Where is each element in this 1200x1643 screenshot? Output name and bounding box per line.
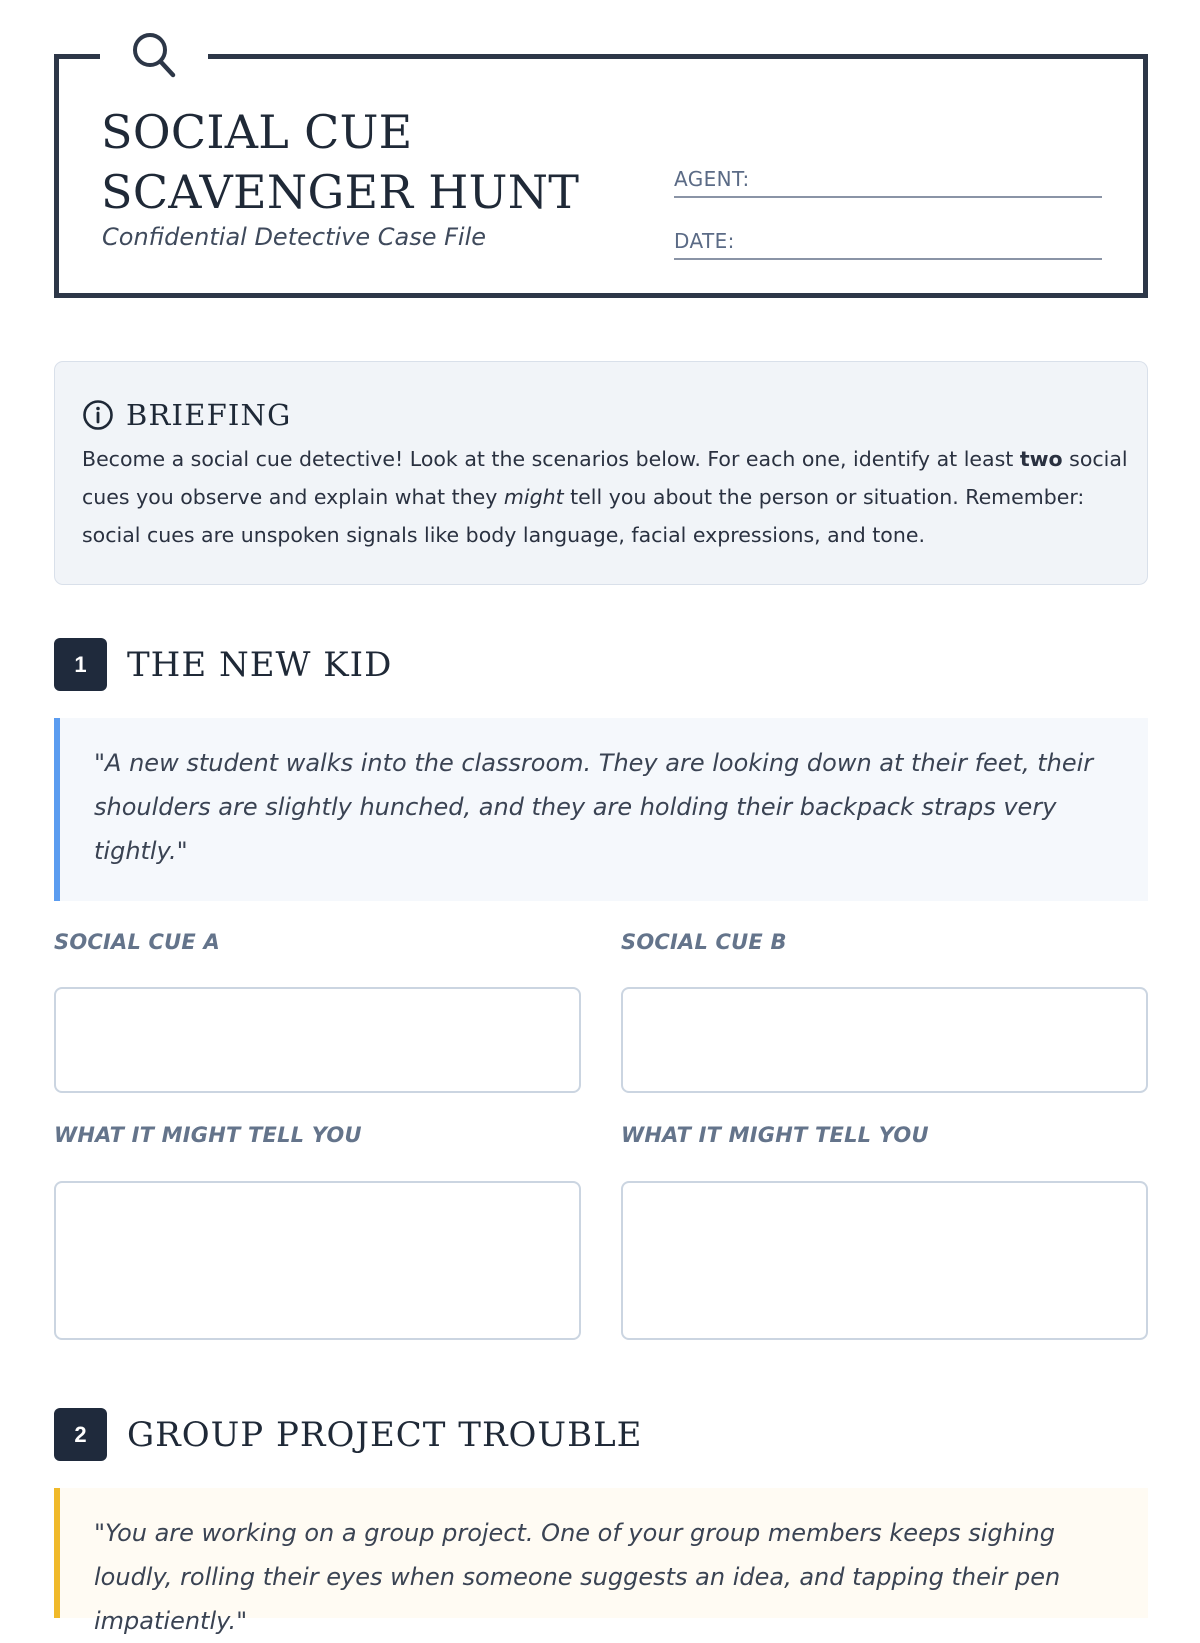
title-line-2: SCAVENGER HUNT <box>101 165 580 219</box>
social-cue-a-label: SOCIAL CUE A <box>54 930 220 954</box>
meaning-a-label: WHAT IT MIGHT TELL YOU <box>54 1123 362 1147</box>
scenario-quote: "A new student walks into the classroom. They are looking down at their feet, their shoulders are slightly hunched, and they are holding their backpack straps very tightly." <box>54 718 1148 901</box>
briefing-text <box>82 440 1132 554</box>
agent-label: AGENT: <box>674 167 750 191</box>
briefing-heading <box>82 398 292 432</box>
scenario-quote: "You are working on a group project. One of your group members keeps sighing loudly, rolling their eyes when someone suggests an idea, and tapping their pen impatiently." <box>54 1488 1148 1618</box>
page-subtitle: Confidential Detective Case File <box>102 223 487 251</box>
scenario-title: THE NEW KID <box>127 644 393 685</box>
meaning-a-answer-box[interactable] <box>54 1181 581 1340</box>
title-line-1: SOCIAL CUE <box>101 105 413 159</box>
agent-field[interactable] <box>674 164 1102 198</box>
briefing-text-bold: two <box>1019 447 1063 471</box>
scenario-1-heading <box>54 638 392 691</box>
social-cue-b-answer-box[interactable] <box>621 987 1148 1093</box>
social-cue-a-answer-box[interactable] <box>54 987 581 1093</box>
briefing-text-part-1: Become a social cue detective! Look at the scenarios below. For each one, identify at least <box>82 447 1020 471</box>
info-icon <box>82 399 114 431</box>
scenario-number-badge: 1 <box>54 638 107 691</box>
date-label: DATE: <box>674 229 735 253</box>
page-title <box>101 102 579 222</box>
meaning-b-label: WHAT IT MIGHT TELL YOU <box>621 1123 929 1147</box>
briefing-text-part-2: social cues you observe and explain what they <box>82 447 1128 509</box>
social-cue-b-label: SOCIAL CUE B <box>621 930 787 954</box>
scenario-number-badge: 2 <box>54 1408 107 1461</box>
briefing-title: BRIEFING <box>126 398 292 432</box>
briefing-text-part-3: tell you about the person or situation. Remember: social cues are unspoken signals like body language, facial expressions, and tone. <box>82 485 1085 547</box>
date-field[interactable] <box>674 226 1102 260</box>
meaning-b-answer-box[interactable] <box>621 1181 1148 1340</box>
briefing-text-italic: might <box>503 485 564 509</box>
magnifying-glass-icon <box>100 30 208 80</box>
scenario-2-heading <box>54 1408 642 1461</box>
scenario-title: GROUP PROJECT TROUBLE <box>127 1414 643 1455</box>
